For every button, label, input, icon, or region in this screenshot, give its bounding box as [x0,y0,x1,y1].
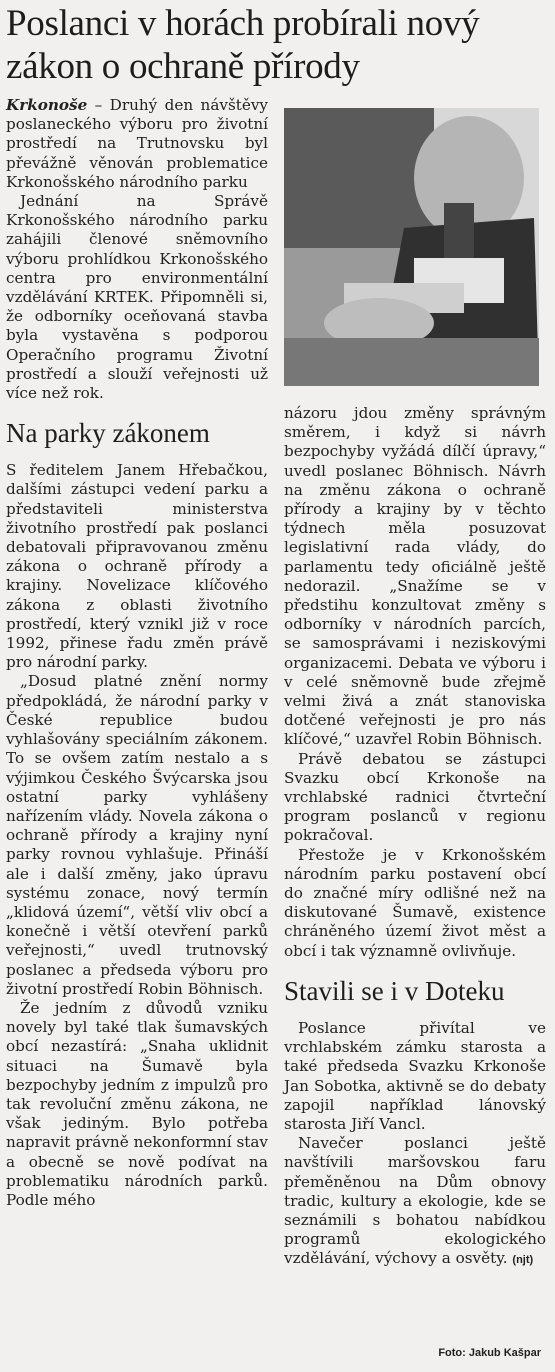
paragraph-9 [284,1134,546,1270]
headline: Poslanci v horách probírali nový zákon o ochraně přírody [6,3,480,87]
lead-paragraph [6,96,268,192]
paragraph-3: „Dosud platné znění normy předpokládá, že národní parky v České republice budou vyhlašovány speciálním zákonem. To se ovšem zatím nestalo a s výjimkou Českého Švýcarska jsou ostatní parky vyhlášeny nařízením vlády. Novela zákona o ochraně přírody a krajiny nyní parky rovnou vyhlašuje. Přináší ale i další změny, jako úpravu systému zonace, nový termín „klidová území“, větší vliv obcí a konečně i větší otevření parků veřejnosti,“ uvedl trutnovský poslanec a předseda výboru pro životní prostředí Robin Böhnisch. [6,672,268,998]
microscope-photo [284,108,539,386]
left-column [6,96,268,1210]
author-signature: (njt) [512,1254,534,1267]
subheading-2: Stavili se i v Doteku [284,975,505,1006]
paragraph-8: Poslance přivítal ve vrchlabském zámku starosta a také předseda Svazku Krkonoše Jan Sobotka, aktivně se do debaty zapojil například lánovský starosta Jiří Vancl. [284,1018,546,1133]
paragraph-1: Jednání na Správě Krkonošského národního parku zahájili členové sněmovního výboru prohlídkou Krkonošského centra pro environmentální vzdělávání KRTEK. Připomněli si, že odborníky oceňovaná stavba byla vystavěna s podporou Operačního programu Životní prostředí a slouží veřejnosti už více než rok. [6,192,268,403]
photo-credit: Foto: Jakub Kašpar [438,1347,541,1359]
paragraph-2: S ředitelem Janem Hřebačkou, dalšími zástupci vedení parku a představiteli ministerstva životního prostředí pak poslanci debatovali připravovanou změnu zákona o ochraně přírody a krajiny. Novelizace klíčového zákona z oblasti životního prostředí, který vznikl již v roce 1992, přinese řadu změn právě pro národní parky. [6,461,268,672]
dateline-place: Krkonoše [6,96,88,114]
paragraph-4: Že jedním z důvodů vzniku novely byl také tlak šumavských obcí nezastírá: „Snaha uklidnit situaci na Šumavě byla bezpochyby jedním z impulzů pro tak revoluční změnu zákona, ne však jediným. Bylo potřeba napravit právně nekonformní stav a obecně se nově podívat na problematiku národních parků. Podle mého [6,998,268,1209]
lead-text: – Druhý den návštěvy poslaneckého výboru pro životní prostředí na Trutnovsku byl převážně věnován problematice Krkonošského národního parku [6,96,268,191]
paragraph-7: Přestože je v Krkonošském národním parku postavení obcí do značné míry odlišné než na diskutované Šumavě, existence chráněného území život měst a obcí i tak významně ovlivňuje. [284,845,546,960]
right-column [284,404,546,1271]
paragraph-6: Právě debatou se zástupci Svazku obcí Krkonoše na vrchlabské radnici čtvrteční program poslanců v regionu pokračoval. [284,749,546,845]
article-photo [284,108,539,386]
subheading-1: Na parky zákonem [6,418,210,449]
paragraph-9-text: Navečer poslanci ještě navštívili maršovskou faru přeměněnou na Dům obnovy tradic, kultury a ekologie, kde se seznámili s bohatou nabídkou programů ekologického vzdělávání, výchovy a osvěty. [284,1134,546,1268]
paragraph-5: názoru jdou změny správným směrem, i když si návrh bezpochyby vyžádá dílčí úpravy,“ uvedl poslanec Böhnisch. Návrh na změnu zákona o ochraně přírody a krajiny by v těchto týdnech měla posuzovat legislativní rada vlády, do parlamentu tedy oficiálně ještě nedorazil. „Snažíme se v předstihu konzultovat změny s odborníky v národních parcích, se samosprávami i neziskovými organizacemi. Debata ve výboru i v celé sněmovně bude zřejmě velmi živá a znát stanoviska dotčené veřejnosti je pro nás klíčové,“ uzavřel Robin Böhnisch. [284,404,546,749]
